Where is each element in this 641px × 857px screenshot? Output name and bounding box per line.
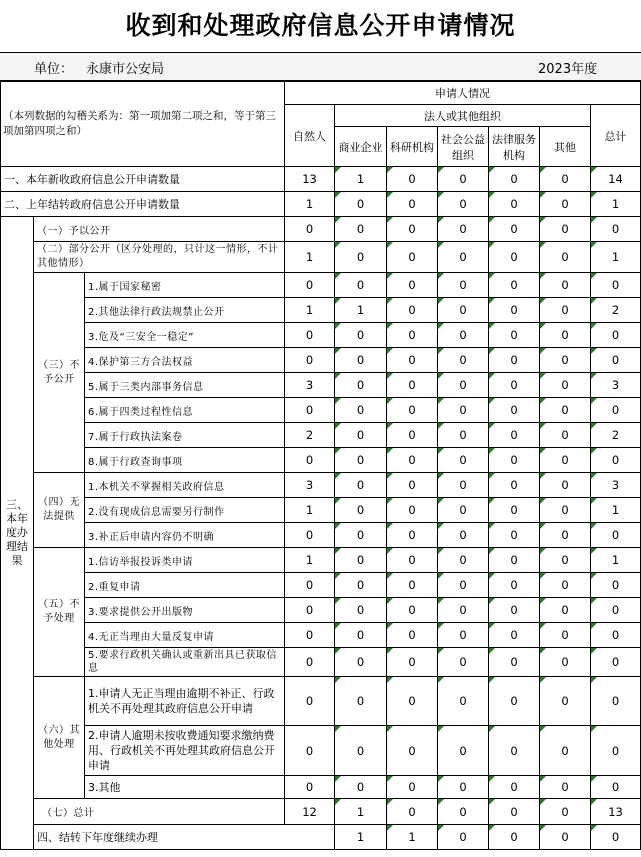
value-cell: 0 bbox=[540, 298, 591, 323]
value-cell: 0 bbox=[335, 242, 387, 273]
table-row bbox=[1, 573, 641, 598]
row-label: 3.其他 bbox=[85, 776, 285, 799]
value-cell: 14 bbox=[591, 167, 641, 192]
value-cell: 1 bbox=[285, 548, 335, 573]
table-row bbox=[1, 448, 641, 473]
value-cell: 0 bbox=[489, 677, 540, 726]
table-row bbox=[1, 498, 641, 523]
value-cell: 0 bbox=[489, 598, 540, 623]
value-cell: 0 bbox=[335, 192, 387, 217]
value-cell: 0 bbox=[489, 623, 540, 648]
value-cell: 0 bbox=[489, 373, 540, 398]
value-cell: 0 bbox=[387, 298, 438, 323]
statistics-table bbox=[0, 80, 641, 850]
value-cell: 0 bbox=[438, 373, 489, 398]
value-cell: 0 bbox=[285, 677, 335, 726]
value-cell: 0 bbox=[285, 323, 335, 348]
value-cell: 0 bbox=[285, 623, 335, 648]
value-cell: 3 bbox=[285, 373, 335, 398]
row-label: 1.申请人无正当理由逾期不补正、行政机关不再处理其政府信息公开申请 bbox=[85, 677, 285, 726]
value-cell: 1 bbox=[335, 799, 387, 825]
unit-name: 永康市公安局 bbox=[86, 62, 165, 77]
header-social: 社会公益组织 bbox=[438, 127, 489, 167]
value-cell: 0 bbox=[335, 423, 387, 448]
table-row bbox=[1, 825, 641, 850]
value-cell: 0 bbox=[387, 473, 438, 498]
value-cell: 1 bbox=[591, 498, 641, 523]
value-cell: 0 bbox=[335, 217, 387, 242]
value-cell: 1 bbox=[285, 192, 335, 217]
group-label: （三）不予公开 bbox=[34, 273, 85, 473]
value-cell: 0 bbox=[489, 523, 540, 548]
header-applicant: 申请人情况 bbox=[285, 81, 641, 105]
value-cell: 0 bbox=[540, 799, 591, 825]
header-natural: 自然人 bbox=[285, 105, 335, 167]
value-cell: 0 bbox=[591, 648, 641, 677]
value-cell: 0 bbox=[387, 598, 438, 623]
value-cell: 0 bbox=[285, 598, 335, 623]
value-cell: 0 bbox=[540, 726, 591, 776]
value-cell: 0 bbox=[438, 726, 489, 776]
value-cell: 0 bbox=[438, 242, 489, 273]
value-cell: 0 bbox=[335, 473, 387, 498]
value-cell: 1 bbox=[591, 192, 641, 217]
table-row bbox=[1, 726, 641, 776]
value-cell: 0 bbox=[387, 776, 438, 799]
table-row bbox=[1, 323, 641, 348]
value-cell: 0 bbox=[335, 348, 387, 373]
table-row bbox=[1, 677, 641, 726]
value-cell: 0 bbox=[285, 348, 335, 373]
value-cell: 0 bbox=[540, 323, 591, 348]
row-label: 2.重复申请 bbox=[85, 573, 285, 598]
table-row bbox=[1, 598, 641, 623]
value-cell: 0 bbox=[540, 398, 591, 423]
value-cell: 0 bbox=[591, 348, 641, 373]
table-row bbox=[1, 548, 641, 573]
unit-label: 单位： bbox=[34, 62, 74, 77]
value-cell: 0 bbox=[387, 273, 438, 298]
row-label: 3.要求提供公开出版物 bbox=[85, 598, 285, 623]
value-cell: 0 bbox=[438, 648, 489, 677]
value-cell: 0 bbox=[438, 598, 489, 623]
value-cell: 0 bbox=[438, 167, 489, 192]
value-cell: 0 bbox=[591, 523, 641, 548]
row-label: 4.保护第三方合法权益 bbox=[85, 348, 285, 373]
value-cell: 0 bbox=[438, 298, 489, 323]
value-cell: 0 bbox=[335, 398, 387, 423]
header-legal: 法人或其他组织 bbox=[335, 105, 591, 127]
row-label: （七）总计 bbox=[34, 799, 285, 825]
value-cell: 1 bbox=[285, 298, 335, 323]
header-legal-service: 法律服务机构 bbox=[489, 127, 540, 167]
value-cell: 0 bbox=[540, 598, 591, 623]
value-cell: 0 bbox=[285, 573, 335, 598]
value-cell: 0 bbox=[540, 523, 591, 548]
value-cell: 0 bbox=[591, 623, 641, 648]
table-row bbox=[1, 273, 641, 298]
value-cell: 0 bbox=[285, 217, 335, 242]
value-cell: 0 bbox=[540, 825, 591, 850]
row-label: 1.属于国家秘密 bbox=[85, 273, 285, 298]
row-label: 3.补正后申请内容仍不明确 bbox=[85, 523, 285, 548]
value-cell: 0 bbox=[387, 398, 438, 423]
value-cell: 0 bbox=[489, 726, 540, 776]
table-row bbox=[1, 423, 641, 448]
value-cell: 0 bbox=[489, 298, 540, 323]
value-cell: 0 bbox=[285, 776, 335, 799]
value-cell: 0 bbox=[387, 573, 438, 598]
value-cell: 0 bbox=[335, 598, 387, 623]
value-cell: 0 bbox=[335, 523, 387, 548]
value-cell: 0 bbox=[438, 448, 489, 473]
value-cell: 0 bbox=[387, 498, 438, 523]
table-row bbox=[1, 648, 641, 677]
value-cell: 0 bbox=[387, 217, 438, 242]
value-cell: 0 bbox=[335, 273, 387, 298]
value-cell: 0 bbox=[438, 825, 489, 850]
value-cell: 3 bbox=[591, 373, 641, 398]
value-cell: 0 bbox=[591, 776, 641, 799]
value-cell: 13 bbox=[285, 167, 335, 192]
row-label: 2.其他法律行政法规禁止公开 bbox=[85, 298, 285, 323]
table-row bbox=[1, 348, 641, 373]
value-cell: 0 bbox=[540, 677, 591, 726]
value-cell: 0 bbox=[489, 423, 540, 448]
value-cell: 0 bbox=[489, 398, 540, 423]
value-cell: 0 bbox=[591, 726, 641, 776]
value-cell: 0 bbox=[438, 273, 489, 298]
table-row bbox=[1, 398, 641, 423]
value-cell: 0 bbox=[285, 398, 335, 423]
table-row bbox=[1, 298, 641, 323]
row-label: 二、上年结转政府信息公开申请数量 bbox=[1, 192, 285, 217]
value-cell: 0 bbox=[387, 348, 438, 373]
value-cell: 0 bbox=[438, 573, 489, 598]
row-label: 5.属于三类内部事务信息 bbox=[85, 373, 285, 398]
value-cell: 0 bbox=[489, 776, 540, 799]
value-cell: 0 bbox=[489, 192, 540, 217]
row-label: 4.无正当理由大量反复申请 bbox=[85, 623, 285, 648]
value-cell: 0 bbox=[387, 323, 438, 348]
value-cell: 0 bbox=[335, 573, 387, 598]
value-cell: 0 bbox=[387, 677, 438, 726]
header-note: （本列数据的勾稽关系为：第一项加第二项之和，等于第三项加第四项之和） bbox=[1, 81, 285, 167]
value-cell: 0 bbox=[591, 573, 641, 598]
value-cell: 0 bbox=[591, 448, 641, 473]
value-cell: 0 bbox=[387, 448, 438, 473]
value-cell: 0 bbox=[540, 473, 591, 498]
value-cell: 0 bbox=[591, 398, 641, 423]
value-cell: 2 bbox=[591, 298, 641, 323]
value-cell: 0 bbox=[540, 242, 591, 273]
value-cell: 0 bbox=[335, 677, 387, 726]
value-cell: 0 bbox=[387, 623, 438, 648]
value-cell: 0 bbox=[387, 373, 438, 398]
value-cell: 0 bbox=[438, 799, 489, 825]
value-cell: 0 bbox=[438, 423, 489, 448]
value-cell: 0 bbox=[285, 523, 335, 548]
value-cell: 0 bbox=[540, 423, 591, 448]
value-cell: 0 bbox=[387, 799, 438, 825]
value-cell: 0 bbox=[489, 799, 540, 825]
unit-bar bbox=[0, 52, 641, 82]
year-label: 2023年度 bbox=[538, 62, 598, 77]
value-cell: 0 bbox=[438, 677, 489, 726]
table-row bbox=[1, 523, 641, 548]
group-label: （六）其他处理 bbox=[34, 677, 85, 799]
value-cell: 0 bbox=[335, 776, 387, 799]
value-cell: 3 bbox=[591, 473, 641, 498]
value-cell: 13 bbox=[591, 799, 641, 825]
value-cell: 2 bbox=[285, 423, 335, 448]
table-row bbox=[1, 776, 641, 799]
row-label: 7.属于行政执法案卷 bbox=[85, 423, 285, 448]
row-label: 5.要求行政机关确认或重新出具已获取信息 bbox=[85, 648, 285, 677]
table-row bbox=[1, 473, 641, 498]
value-cell: 0 bbox=[489, 348, 540, 373]
value-cell: 0 bbox=[591, 273, 641, 298]
value-cell: 0 bbox=[540, 192, 591, 217]
value-cell: 0 bbox=[489, 548, 540, 573]
value-cell: 1 bbox=[285, 242, 335, 273]
value-cell: 0 bbox=[387, 548, 438, 573]
value-cell: 0 bbox=[438, 473, 489, 498]
value-cell: 0 bbox=[438, 623, 489, 648]
value-cell: 0 bbox=[335, 448, 387, 473]
page-title: 收到和处理政府信息公开申请情况 bbox=[125, 11, 516, 40]
value-cell: 0 bbox=[540, 623, 591, 648]
table-row bbox=[1, 623, 641, 648]
value-cell: 0 bbox=[335, 373, 387, 398]
row-label: 6.属于四类过程性信息 bbox=[85, 398, 285, 423]
value-cell: 0 bbox=[489, 498, 540, 523]
value-cell: 0 bbox=[591, 677, 641, 726]
row-label: 1.本机关不掌握相关政府信息 bbox=[85, 473, 285, 498]
row-label: 2.没有现成信息需要另行制作 bbox=[85, 498, 285, 523]
value-cell: 0 bbox=[540, 776, 591, 799]
value-cell: 1 bbox=[387, 825, 438, 850]
row-label: （二）部分公开（区分处理的，只计这一情形，不计其他情形） bbox=[34, 242, 285, 273]
value-cell: 1 bbox=[335, 825, 387, 850]
group-label: 三、本年度办理结果 bbox=[1, 217, 34, 850]
value-cell: 0 bbox=[489, 473, 540, 498]
value-cell: 0 bbox=[438, 323, 489, 348]
value-cell: 1 bbox=[335, 167, 387, 192]
row-label: （一）予以公开 bbox=[34, 217, 285, 242]
row-label: 8.属于行政查询事项 bbox=[85, 448, 285, 473]
value-cell: 0 bbox=[540, 648, 591, 677]
table-row bbox=[1, 192, 641, 217]
value-cell: 12 bbox=[285, 799, 335, 825]
value-cell: 0 bbox=[438, 548, 489, 573]
value-cell: 0 bbox=[387, 423, 438, 448]
header-total: 总计 bbox=[591, 105, 641, 167]
value-cell: 1 bbox=[335, 298, 387, 323]
header-other: 其他 bbox=[540, 127, 591, 167]
table-row bbox=[1, 167, 641, 192]
value-cell: 0 bbox=[591, 217, 641, 242]
value-cell: 0 bbox=[489, 242, 540, 273]
value-cell: 0 bbox=[335, 648, 387, 677]
value-cell: 0 bbox=[438, 398, 489, 423]
value-cell: 0 bbox=[285, 273, 335, 298]
value-cell: 0 bbox=[591, 825, 641, 850]
value-cell: 0 bbox=[335, 726, 387, 776]
value-cell: 0 bbox=[438, 217, 489, 242]
value-cell: 0 bbox=[540, 498, 591, 523]
group-label: （四）无法提供 bbox=[34, 473, 85, 548]
value-cell: 0 bbox=[387, 192, 438, 217]
group-label: （五）不予处理 bbox=[34, 548, 85, 677]
table-row bbox=[1, 373, 641, 398]
value-cell: 0 bbox=[438, 776, 489, 799]
value-cell: 0 bbox=[438, 348, 489, 373]
value-cell: 1 bbox=[591, 548, 641, 573]
value-cell: 1 bbox=[591, 242, 641, 273]
row-label: 1.信访举报投诉类申请 bbox=[85, 548, 285, 573]
value-cell: 0 bbox=[489, 825, 540, 850]
value-cell: 0 bbox=[489, 573, 540, 598]
row-label: 2.申请人逾期未按收费通知要求缴纳费用、行政机关不再处理其政府信息公开申请 bbox=[85, 726, 285, 776]
value-cell: 0 bbox=[387, 648, 438, 677]
value-cell: 0 bbox=[335, 323, 387, 348]
value-cell: 0 bbox=[489, 273, 540, 298]
value-cell: 1 bbox=[285, 498, 335, 523]
value-cell: 0 bbox=[387, 167, 438, 192]
value-cell: 0 bbox=[387, 523, 438, 548]
value-cell: 0 bbox=[335, 498, 387, 523]
row-label: 四、结转下年度继续办理 bbox=[34, 825, 335, 850]
value-cell: 0 bbox=[489, 217, 540, 242]
value-cell: 0 bbox=[335, 623, 387, 648]
table-row bbox=[1, 217, 641, 242]
value-cell: 0 bbox=[591, 598, 641, 623]
value-cell: 0 bbox=[285, 448, 335, 473]
value-cell: 2 bbox=[591, 423, 641, 448]
row-label: 一、本年新收政府信息公开申请数量 bbox=[1, 167, 285, 192]
value-cell: 0 bbox=[285, 648, 335, 677]
value-cell: 0 bbox=[540, 373, 591, 398]
value-cell: 0 bbox=[540, 348, 591, 373]
value-cell: 0 bbox=[540, 167, 591, 192]
value-cell: 0 bbox=[489, 167, 540, 192]
value-cell: 3 bbox=[285, 473, 335, 498]
value-cell: 0 bbox=[438, 498, 489, 523]
value-cell: 0 bbox=[387, 726, 438, 776]
value-cell: 0 bbox=[285, 726, 335, 776]
table-row bbox=[1, 242, 641, 273]
value-cell: 0 bbox=[438, 523, 489, 548]
value-cell: 0 bbox=[489, 648, 540, 677]
value-cell: 0 bbox=[489, 448, 540, 473]
value-cell: 0 bbox=[387, 242, 438, 273]
value-cell: 0 bbox=[540, 573, 591, 598]
value-cell: 0 bbox=[540, 548, 591, 573]
value-cell: 0 bbox=[540, 273, 591, 298]
header-research: 科研机构 bbox=[387, 127, 438, 167]
value-cell: 0 bbox=[540, 448, 591, 473]
value-cell: 0 bbox=[489, 323, 540, 348]
table-row bbox=[1, 799, 641, 825]
value-cell: 0 bbox=[335, 548, 387, 573]
header-commercial: 商业企业 bbox=[335, 127, 387, 167]
row-label: 3.危及“三安全一稳定” bbox=[85, 323, 285, 348]
value-cell: 0 bbox=[438, 192, 489, 217]
value-cell: 0 bbox=[540, 217, 591, 242]
value-cell: 0 bbox=[591, 323, 641, 348]
